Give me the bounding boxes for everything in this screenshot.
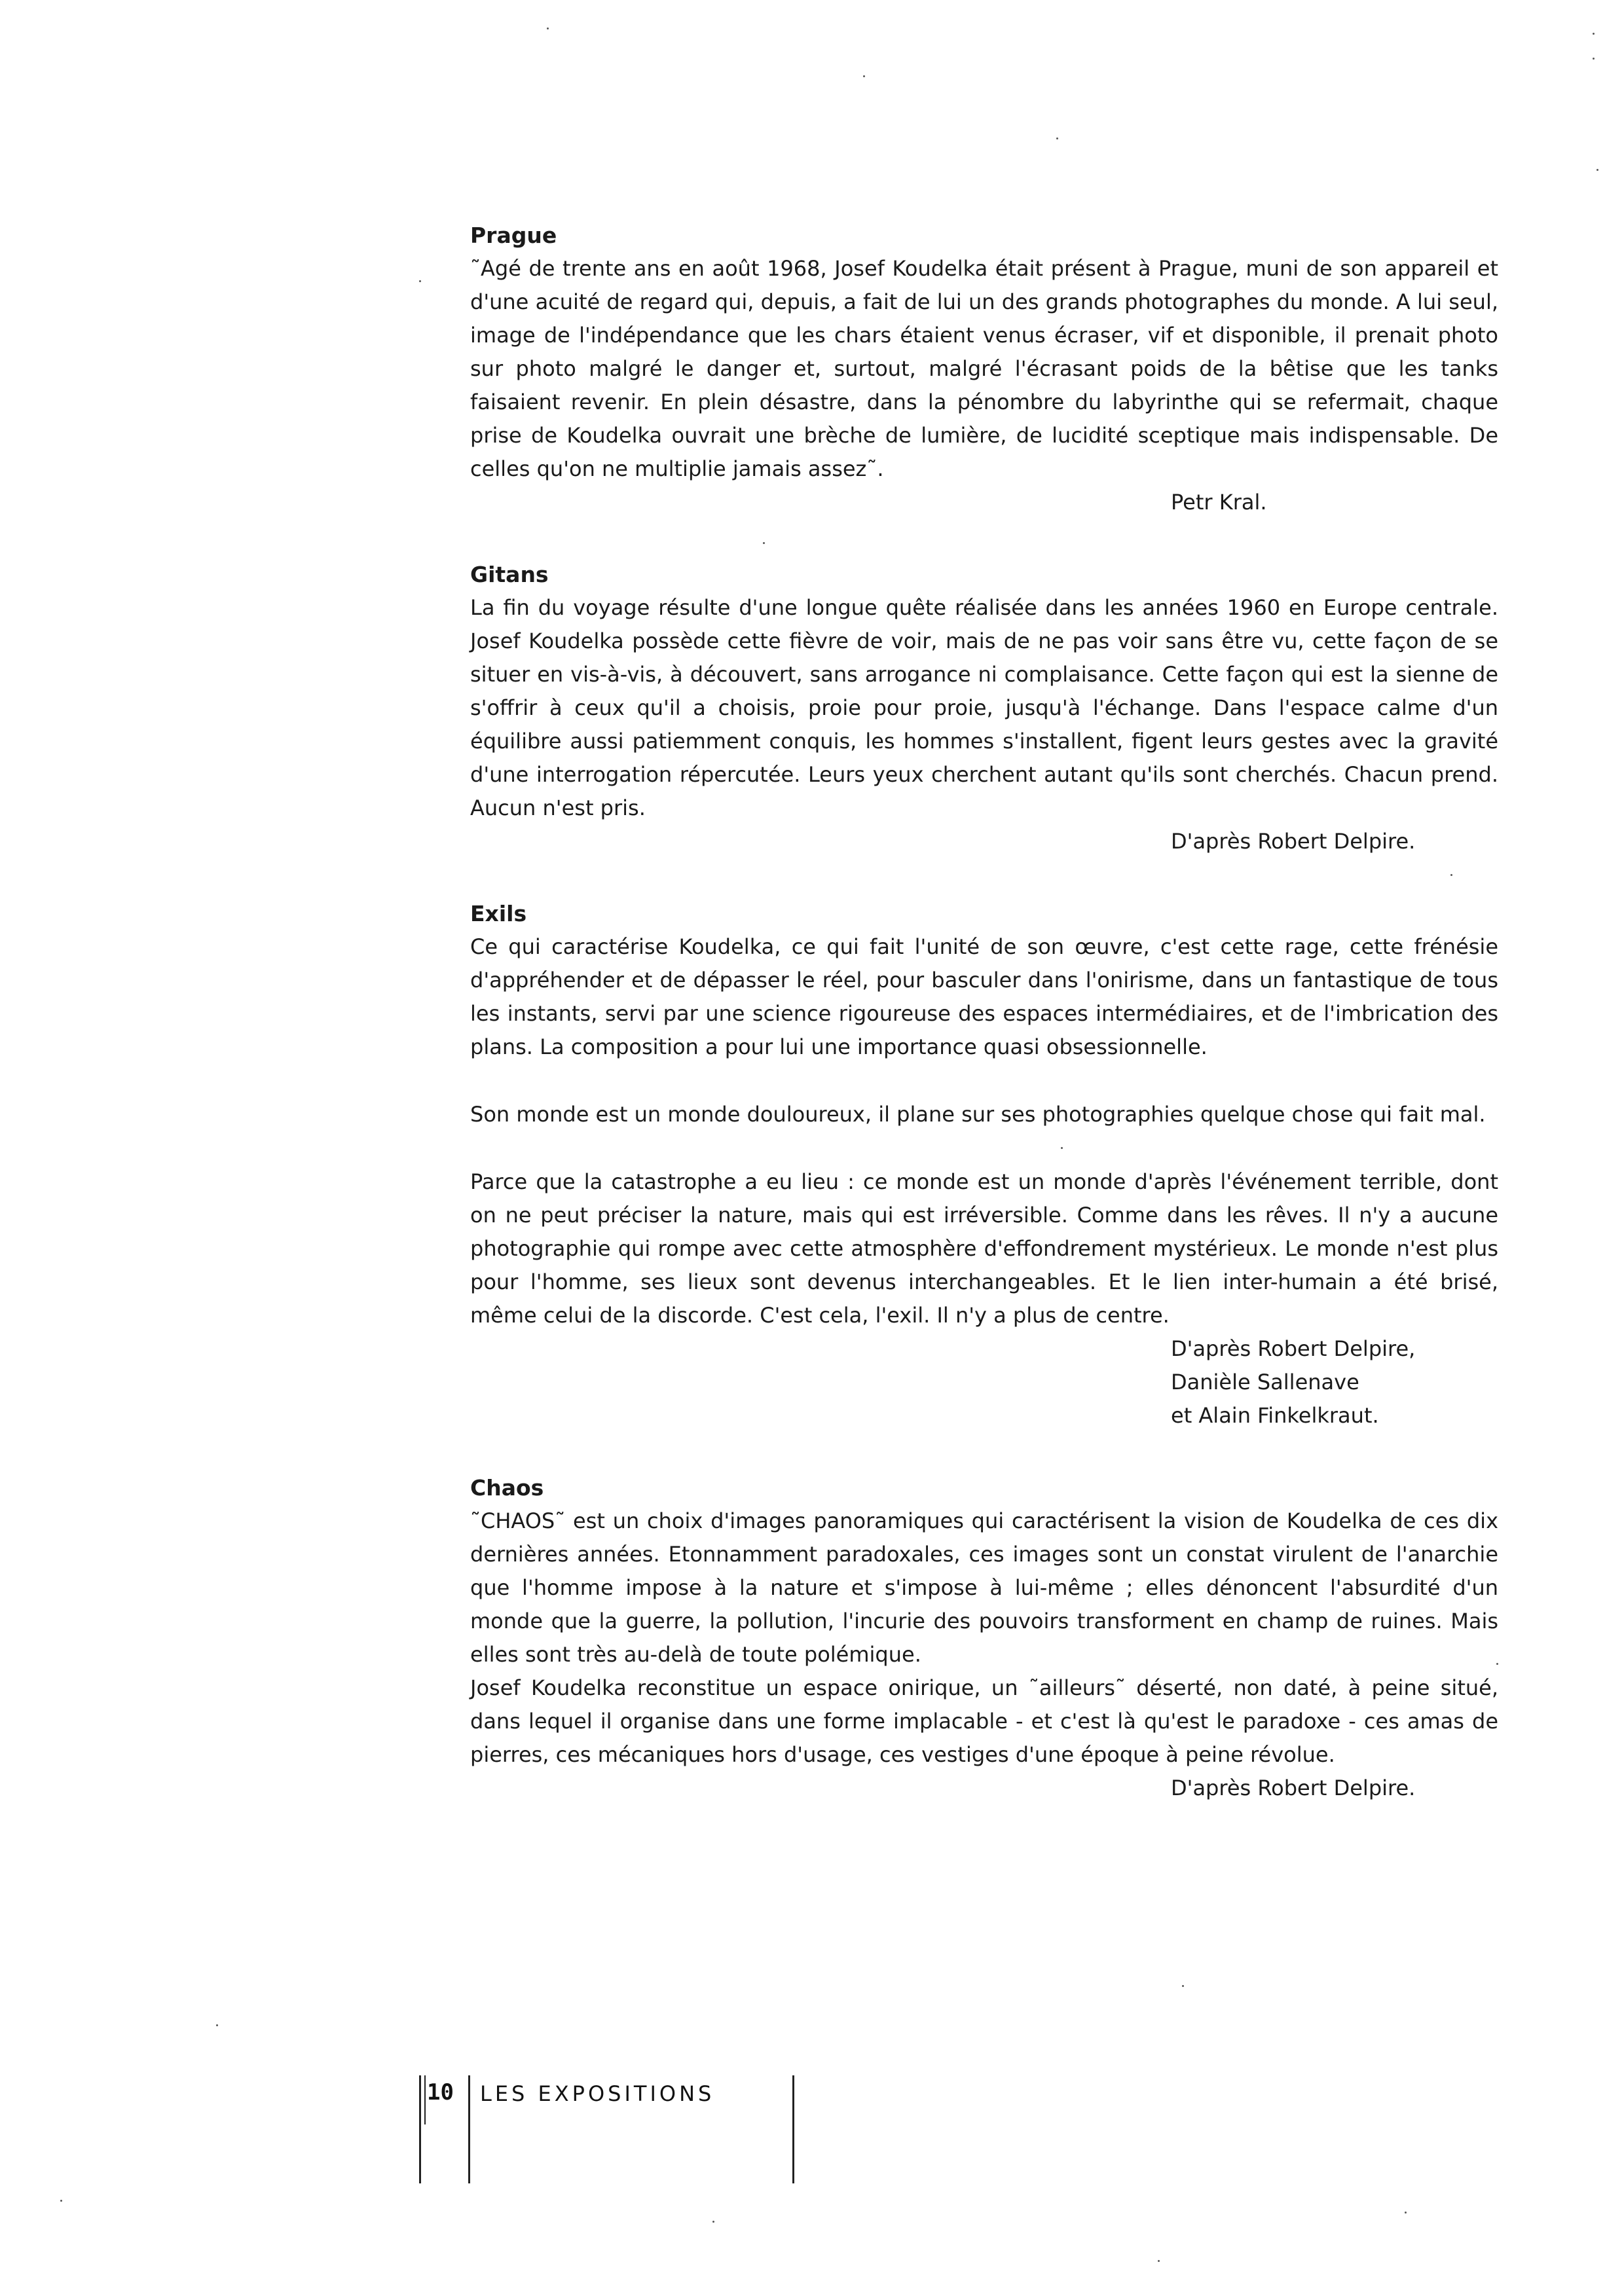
scan-speck	[1182, 1985, 1184, 1987]
section-paragraph: La fin du voyage résulte d'une longue quête réalisée dans les années 1960 en Europe centrale. Josef Koudelka possède cette fièvre de voir, mais de ne pas voir sans être vu, cette façon de se situer en vis-à-vis, à découvert, sans arrogance ni complaisance. Cette façon qui est la sienne de s'offrir à ceux qu'il a choisis, proie pour proie, jusqu'à l'échange. Dans l'espace calme d'un équilibre aussi patiemment conquis, les hommes s'installent, figent leurs gestes avec la gravité d'une interrogation répercutée. Leurs yeux cherchent autant qu'ils sont cherchés. Chacun prend. Aucun n'est pris.	[470, 595, 1498, 820]
section-credit: D'après Robert Delpire.	[1171, 1776, 1416, 1800]
scan-speck	[1158, 2260, 1160, 2262]
scan-speck	[419, 280, 421, 282]
scan-speck	[1061, 1147, 1063, 1149]
section-paragraph: ˜CHAOS˜ est un choix d'images panoramiques qui caractérisent la vision de Koudelka de ces dix dernières années. Etonnamment paradoxales, ces images sont un constat virulent de l'anarchie que l'homme impose à la nature et s'impose à lui-même ; elles dénoncent l'absurdité d'un monde que la guerre, la pollution, l'incurie des pouvoirs transforment en champ de ruines. Mais elles sont très au-delà de toute polémique.	[470, 1508, 1498, 1667]
footer-rule	[419, 2075, 421, 2183]
scan-speck	[547, 27, 549, 29]
scan-speck	[1056, 137, 1058, 139]
section-credit: D'après Robert Delpire,	[1171, 1336, 1416, 1361]
article-body	[470, 219, 1498, 1844]
scan-speck	[1593, 33, 1595, 35]
section-exils	[470, 898, 1498, 1432]
section-gitans	[470, 558, 1498, 858]
section-title: Gitans	[470, 562, 549, 587]
scan-speck	[1593, 58, 1595, 60]
section-credit: Petr Kral.	[1171, 490, 1267, 515]
footer-rule	[792, 2075, 794, 2183]
scan-speck	[763, 542, 765, 544]
section-credit: D'après Robert Delpire.	[1171, 829, 1416, 854]
page-number: 10	[427, 2079, 454, 2105]
section-chaos	[470, 1472, 1498, 1805]
scan-speck	[216, 2024, 218, 2026]
footer-rule	[468, 2075, 470, 2183]
section-title: Chaos	[470, 1475, 544, 1501]
scan-speck	[712, 2221, 714, 2223]
scan-speck	[1496, 1663, 1498, 1665]
section-title: Prague	[470, 223, 557, 248]
footer-rule	[424, 2075, 426, 2124]
section-title: Exils	[470, 901, 527, 926]
section-credit: Danièle Sallenave	[1171, 1370, 1359, 1394]
section-paragraph: Ce qui caractérise Koudelka, ce qui fait l'unité de son œuvre, c'est cette rage, cette frénésie d'appréhender et de dépasser le réel, pour basculer dans l'onirisme, dans un fantastique de tous les instants, servi par une science rigoureuse des espaces intermédiaires, et de l'imbrication des plans. La composition a pour lui une importance quasi obsessionnelle.	[470, 934, 1498, 1059]
section-paragraph: ˜Agé de trente ans en août 1968, Josef Koudelka était présent à Prague, muni de son appareil et d'une acuité de regard qui, depuis, a fait de lui un des grands photographes du monde. A lui seul, image de l'indépendance que les chars étaient venus écraser, vif et disponible, il prenait photo sur photo malgré le danger et, surtout, malgré l'écrasant poids de la bêtise que les tanks faisaient revenir. En plein désastre, dans la pénombre du labyrinthe qui se refermait, chaque prise de Koudelka ouvrait une brèche de lumière, de lucidité sceptique mais indispensable. De celles qu'on ne multiplie jamais assez˜.	[470, 256, 1498, 481]
section-credit: et Alain Finkelkraut.	[1171, 1403, 1379, 1428]
section-paragraph: Parce que la catastrophe a eu lieu : ce monde est un monde d'après l'événement terrible, dont on ne peut préciser la nature, mais qui est irréversible. Comme dans les rêves. Il n'y a aucune photographie qui rompe avec cette atmosphère d'effondrement mystérieux. Le monde n'est plus pour l'homme, ses lieux sont devenus interchangeables. Et le lien inter-humain a été brisé, même celui de la discorde. C'est cela, l'exil. Il n'y a plus de centre.	[470, 1169, 1498, 1328]
scan-speck	[1450, 874, 1452, 876]
scan-speck	[863, 75, 865, 77]
section-paragraph: Josef Koudelka reconstitue un espace onirique, un ˜ailleurs˜ déserté, non daté, à peine situé, dans lequel il organise dans une forme implacable - et c'est là qu'est le paradoxe - ces amas de pierres, ces mécaniques hors d'usage, ces vestiges d'une époque à peine révolue.	[470, 1675, 1498, 1767]
scan-speck	[1596, 169, 1598, 171]
running-head: LES EXPOSITIONS	[480, 2081, 715, 2106]
scan-speck	[60, 2200, 62, 2202]
scan-speck	[1405, 2212, 1407, 2214]
section-prague	[470, 219, 1498, 519]
section-paragraph: Son monde est un monde douloureux, il plane sur ses photographies quelque chose qui fait mal.	[470, 1102, 1486, 1127]
